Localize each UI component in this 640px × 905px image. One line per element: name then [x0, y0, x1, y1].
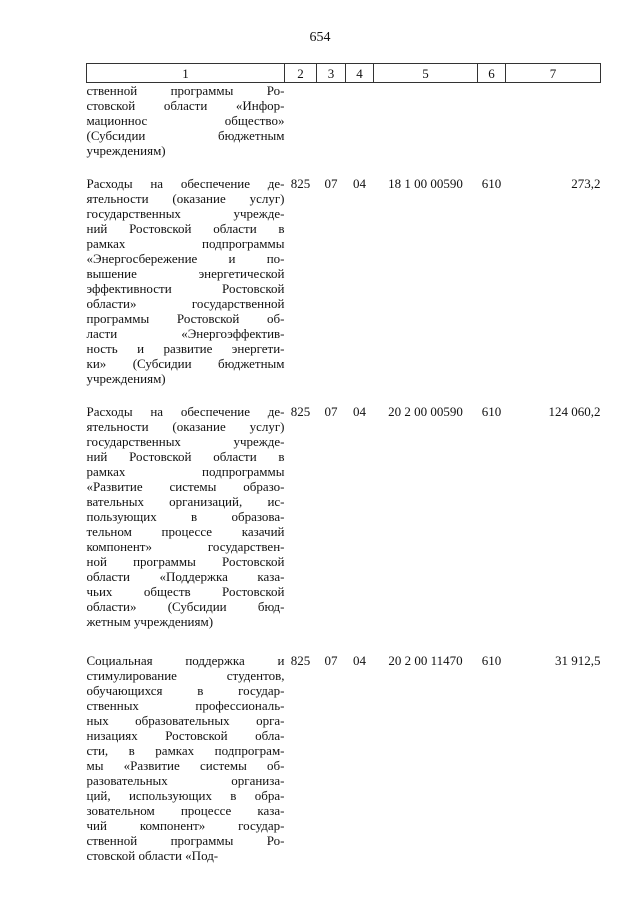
description-line: области» государственной [86, 296, 285, 311]
description-line: пользующих в образова- [86, 509, 285, 524]
column-header: 7 [506, 64, 601, 83]
expense-type-code: 610 [481, 176, 502, 191]
row-spacer [87, 158, 601, 176]
description-line: рамках подпрограммы [86, 464, 285, 479]
column-header: 5 [374, 64, 478, 83]
row-spacer [87, 629, 601, 653]
description-line: государственных учрежде- [86, 434, 285, 449]
description-line: Социальная поддержка и [86, 653, 285, 668]
row-spacer [87, 386, 601, 404]
description-line: Расходы на обеспечение де- [86, 404, 285, 419]
table-row [87, 653, 601, 863]
table-row [87, 404, 601, 629]
column-header: 1 [87, 64, 285, 83]
description-line: ятельности (оказание услуг) [86, 191, 285, 206]
section-code [317, 83, 346, 159]
ministry-code [285, 83, 317, 159]
amount-value: 273,2 [571, 176, 601, 191]
description-line: ственной программы Ро- [86, 83, 285, 98]
amount-value [506, 83, 601, 159]
column-header: 6 [478, 64, 506, 83]
ministry-code: 825 [290, 176, 311, 191]
row-description [87, 404, 285, 629]
column-header: 3 [317, 64, 346, 83]
expense-type-code [478, 83, 506, 159]
target-article-code: 20 2 00 00590 [388, 404, 463, 419]
description-line: вышение энергетической [86, 266, 285, 281]
row-spacer-cell [87, 386, 601, 404]
description-line: жетным учреждениям) [86, 614, 214, 629]
description-line: области «Поддержка каза- [86, 569, 285, 584]
column-header: 2 [285, 64, 317, 83]
description-line: ных образовательных орга- [86, 713, 285, 728]
subsection-code: 04 [353, 176, 366, 191]
description-line: чий компонент» государ- [86, 818, 285, 833]
description-line: рамках подпрограммы [86, 236, 285, 251]
subsection-code: 04 [353, 653, 366, 668]
subsection-code: 04 [353, 404, 366, 419]
description-line: сти, в рамках подпрограм- [86, 743, 285, 758]
description-line: ной программы Ростовской [86, 554, 285, 569]
amount-value: 31 912,5 [555, 653, 601, 668]
table-body [87, 83, 601, 864]
description-line: ки» (Субсидии бюджетным [86, 356, 285, 371]
description-line: вательных организаций, ис- [86, 494, 285, 509]
section-code: 07 [324, 176, 338, 191]
description-line: компонент» государствен- [86, 539, 285, 554]
description-line: обучающихся в государ- [86, 683, 285, 698]
subsection-code [346, 83, 374, 159]
description-line: учреждениям) [86, 143, 166, 158]
target-article-code [374, 83, 478, 159]
expense-type-code: 610 [481, 404, 502, 419]
description-line: ность и развитие энергети- [86, 341, 285, 356]
page-number: 654 [309, 30, 331, 45]
table-row [87, 83, 601, 159]
description-line: стовской области «Под- [86, 848, 219, 863]
description-line: низациях Ростовской обла- [86, 728, 285, 743]
header-row [87, 64, 601, 83]
description-line: эффективности Ростовской [86, 281, 285, 296]
description-line: ственной программы Ро- [86, 833, 285, 848]
description-line: ний Ростовской области в [86, 449, 285, 464]
description-line: ственных профессиональ- [86, 698, 285, 713]
description-line: мы «Развитие системы об- [86, 758, 285, 773]
description-line: ний Ростовской области в [86, 221, 285, 236]
description-line: ятельности (оказание услуг) [86, 419, 285, 434]
description-line: разовательных организа- [86, 773, 285, 788]
ministry-code: 825 [290, 653, 311, 668]
row-description [87, 653, 285, 863]
row-spacer-cell [87, 158, 601, 176]
row-description [87, 176, 285, 386]
section-code: 07 [324, 653, 338, 668]
description-line: «Энергосбережение и по- [86, 251, 285, 266]
description-line: учреждениям) [86, 371, 166, 386]
description-line: Расходы на обеспечение де- [86, 176, 285, 191]
description-line: ций, использующих в обра- [86, 788, 285, 803]
expense-type-code: 610 [481, 653, 502, 668]
description-line: ласти «Энергоэффектив- [86, 326, 285, 341]
table-row [87, 176, 601, 386]
section-code: 07 [324, 404, 338, 419]
description-line: стовской области «Инфор- [86, 98, 285, 113]
description-line: стимулирование студентов, [86, 668, 285, 683]
description-line: тельном процессе казачий [86, 524, 285, 539]
budget-table [86, 63, 601, 863]
description-line: мационнос общество» [86, 113, 285, 128]
description-line: государственных учрежде- [86, 206, 285, 221]
description-line: области» (Субсидии бюд- [86, 599, 285, 614]
column-header: 4 [346, 64, 374, 83]
target-article-code: 18 1 00 00590 [388, 176, 463, 191]
ministry-code: 825 [290, 404, 311, 419]
amount-value: 124 060,2 [548, 404, 601, 419]
description-line: «Развитие системы образо- [86, 479, 285, 494]
description-line: (Субсидии бюджетным [86, 128, 285, 143]
description-line: чьих обществ Ростовской [86, 584, 285, 599]
target-article-code: 20 2 00 11470 [388, 653, 463, 668]
row-description [87, 83, 285, 159]
row-spacer-cell [87, 629, 601, 653]
description-line: программы Ростовской об- [86, 311, 285, 326]
description-line: зовательном процессе каза- [86, 803, 285, 818]
